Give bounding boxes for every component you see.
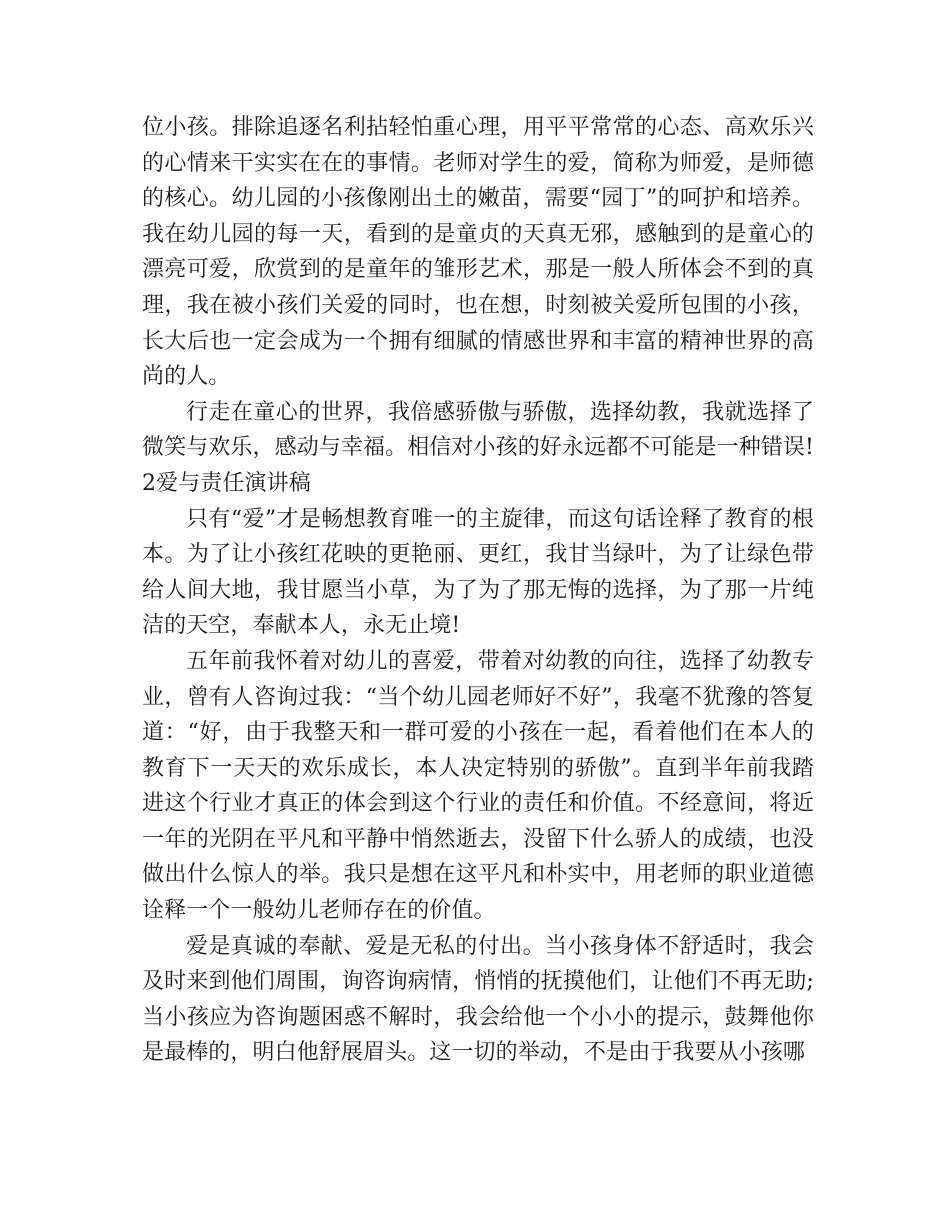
paragraph: 五年前我怀着对幼儿的喜爱，带着对幼教的向往，选择了幼教专业，曾有人咨询过我：“当个幼儿园老师好不好”，我毫不犹豫的答复道：“好，由于我整天和一群可爱的小孩在一起，看着他们在本人的教育下一天天的欢乐成长，本人决定特别的骄傲”。直到半年前我踏进这个行业才真正的体会到这个行业的责任和价值。不经意间，将近一年的光阴在平凡和平静中悄然逝去，没留下什么骄人的成绩，也没做出什么惊人的举。我只是想在这平凡和朴实中，用老师的职业道德诠释一个一般幼儿老师存在的价值。 <box>142 648 814 924</box>
document-body <box>142 110 814 1071</box>
section-heading: 2爱与责任演讲稿 <box>142 470 311 496</box>
paragraph-continued: 位小孩。排除追逐名利拈轻怕重心理，用平平常常的心态、高欢乐兴的心情来干实实在在的事情。老师对学生的爱，简称为师爱，是师德的核心。幼儿园的小孩像刚出土的嫩苗，需要“园丁”的呵护和培养。我在幼儿园的每一天，看到的是童贞的天真无邪，感触到的是童心的漂亮可爱，欣赏到的是童年的雏形艺术，那是一般人所体会不到的真理，我在被小孩们关爱的同时，也在想，时刻被关爱所包围的小孩，长大后也一定会成为一个拥有细腻的情感世界和丰富的精神世界的高尚的人。 <box>142 115 814 390</box>
paragraph: 爱是真诚的奉献、爱是无私的付出。当小孩身体不舒适时，我会及时来到他们周围，询咨询病情，悄悄的抚摸他们，让他们不再无助;当小孩应为咨询题困惑不解时，我会给他一个小小的提示，鼓舞他你是最棒的，明白他舒展眉头。这一切的举动，不是由于我要从小孩哪 <box>142 933 814 1066</box>
paragraph: 只有“爱”才是畅想教育唯一的主旋律，而这句话诠释了教育的根本。为了让小孩红花映的更艳丽、更红，我甘当绿叶，为了让绿色带给人间大地，我甘愿当小草，为了为了那无悔的选择，为了那一片纯洁的天空，奉献本人，永无止境! <box>142 506 814 639</box>
paragraph: 行走在童心的世界，我倍感骄傲与骄傲，选择幼教，我就选择了微笑与欢乐，感动与幸福。相信对小孩的好永远都不可能是一种错误! <box>142 399 814 461</box>
